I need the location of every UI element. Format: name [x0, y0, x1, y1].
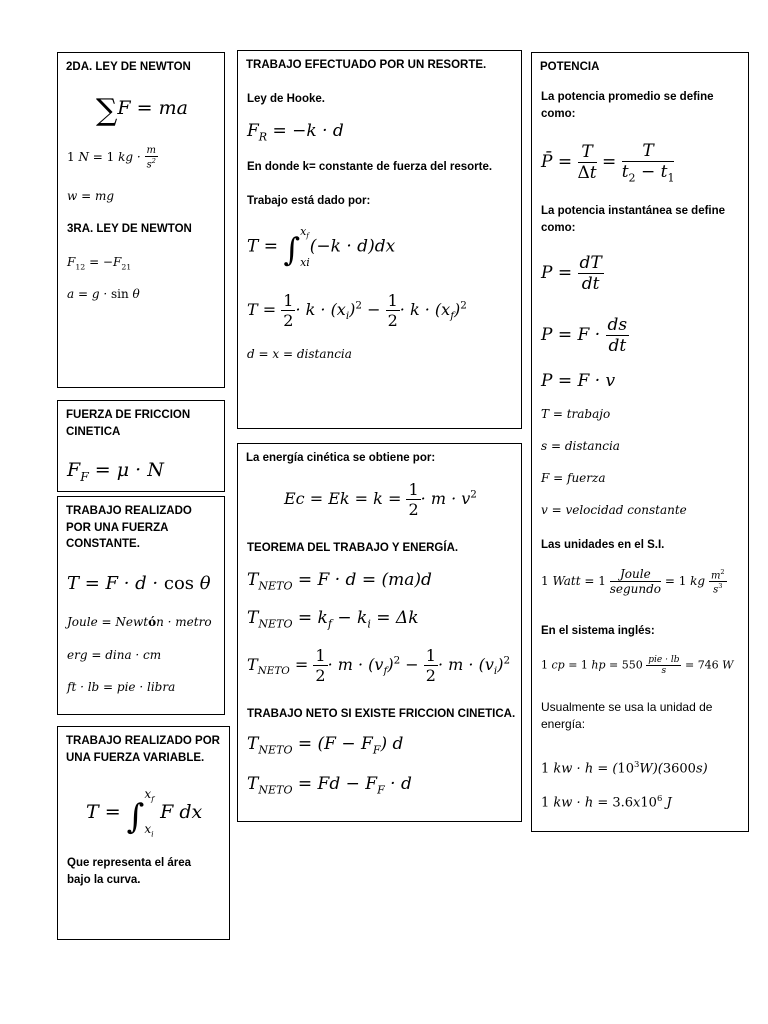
def-trabajo: T = trabajo [541, 407, 611, 421]
formula-distance: d = x = distancia [247, 347, 352, 361]
english-system-label: En el sistema inglés: [541, 625, 655, 637]
formula-joule: Joule = Newtón · metro [67, 615, 212, 629]
formula-newton-unit: 1 N = 1 kg · $\frac{m}{s^2}$ [67, 145, 156, 171]
variable-force-title: TRABAJO REALIZADO POR UNA FUERZA VARIABLE. [66, 735, 220, 764]
formula-weight: w = mg [67, 189, 115, 203]
formula-kwh-1: 1 kw · $h = (10^3W)(3600s)$ [541, 759, 708, 777]
formula-friction: $F_F = \mu \cdot N$ [67, 459, 164, 484]
k-definition: En donde k= constante de fuerza del resorte. [247, 161, 493, 173]
instant-power-label: La potencia instantánea se define como: [541, 205, 726, 234]
formula-watt: 1 Watt = 1 $\frac{\text{Joule}}{\text{segundo}}$ = 1 kg $\frac{m^2}{s^3}$ [541, 567, 725, 596]
theorem-title: TEOREMA DEL TRABAJO Y ENERGÍA. [247, 542, 459, 554]
formula-action-reaction: $F_{12} = -F_{21}$ [67, 255, 132, 272]
formula-sum-f: ∑F = ma [96, 93, 188, 128]
usual-unit-label: Usualmente se usa la unidad de energía: [541, 700, 713, 732]
formula-work-integral: T = ∫ $x_f$ $x_i$ F dx [86, 787, 203, 839]
net-work-friction-title: TRABAJO NETO SI EXISTE FRICCION CINETICA. [247, 708, 516, 720]
formula-tneto-3: $T_{NETO}$ = $\frac{1}{2}$ · $m \cdot (v_f)^2$ − $\frac{1}{2}$ · $m \cdot (v_i)^2$ [247, 646, 511, 685]
def-fuerza: F = fuerza [541, 471, 606, 485]
work-given-label: Trabajo está dado por: [247, 195, 371, 207]
power-title: POTENCIA [540, 61, 600, 73]
formula-spring-result: T = $\frac{1}{2}$ · $k \cdot (x_i)^2$ − $\frac{1}{2}$ · $k \cdot (x_f)^2$ [247, 291, 467, 330]
power-box [531, 52, 749, 832]
formula-instant-power: P = $\frac{dT}{dt}$ [541, 253, 602, 294]
formula-hp: 1 cp = 1 hp = 550 $\frac{\text{pie · lb}}{s}$ = 746 W [541, 655, 734, 676]
area-note: Que representa el área bajo la curva. [67, 857, 192, 886]
formula-tneto-4: $T_{NETO} = (F - F_F)$ d [247, 734, 404, 757]
formula-erg: erg = dina · cm [67, 648, 162, 662]
formula-power-fds: P = F · $\frac{ds}{dt}$ [541, 315, 628, 356]
def-velocidad: v = velocidad constante [541, 503, 687, 517]
kinetic-intro: La energía cinética se obtiene por: [246, 452, 436, 464]
formula-incline: a = g · sin θ [67, 287, 140, 301]
formula-ft-lb: ft · lb = pie · libra [67, 680, 176, 694]
formula-kinetic: Ec = Ek = k = $\frac{1}{2}$ · $m \cdot v^2$ [284, 480, 477, 519]
si-units-label: Las unidades en el S.I. [541, 539, 665, 551]
kinetic-energy-box [237, 443, 522, 822]
average-power-label: La potencia promedio se define como: [541, 91, 714, 120]
formula-kwh-2: 1 kw · $h = 3.6x10^6$ J [541, 793, 672, 811]
formula-power-fv: P = F · v [541, 371, 616, 391]
formula-average-power: P̄ = $\frac{T}{\Delta t}$ = $\frac{T}{t_2 - t_1}$ [541, 141, 675, 185]
newton-laws-box [57, 52, 225, 388]
formula-tneto-2: $T_{NETO} = k_f - k_i = \Delta k$ [247, 608, 419, 631]
formula-work-constant: T = F · d · cos θ [67, 573, 211, 594]
spring-work-box [237, 50, 522, 429]
friction-box [57, 400, 225, 492]
formula-spring-integral: T = ∫ $x_f$ xi (−k · d)dx [247, 225, 396, 269]
formula-hooke: $F_R = -k \cdot d$ [247, 121, 344, 144]
constant-force-title: TRABAJO REALIZADO POR UNA FUERZA CONSTANTE. [66, 505, 192, 551]
variable-force-work-box [57, 726, 230, 940]
formula-tneto-1: $T_{NETO} = F \cdot d = (ma)d$ [247, 570, 432, 593]
hooke-label: Ley de Hooke. [247, 93, 325, 105]
friction-title: FUERZA DE FRICCION CINETICA [66, 409, 191, 438]
def-distancia: s = distancia [541, 439, 620, 453]
second-law-title: 2DA. LEY DE NEWTON [66, 61, 191, 73]
formula-tneto-5: $T_{NETO} = Fd - F_F \cdot d$ [247, 774, 412, 797]
spring-title: TRABAJO EFECTUADO POR UN RESORTE. [246, 59, 487, 71]
third-law-title: 3RA. LEY DE NEWTON [67, 223, 192, 235]
constant-force-work-box [57, 496, 225, 715]
